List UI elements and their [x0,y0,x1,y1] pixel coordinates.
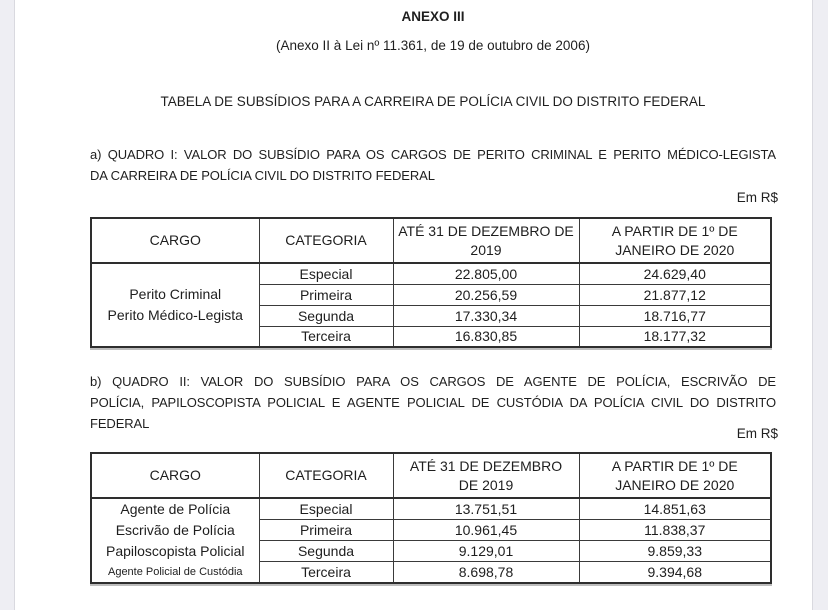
categoria-cell: Primeira [259,519,393,540]
table-header-row [91,453,771,498]
col-header-from-jan-2020: A PARTIR DE 1º DE JANEIRO DE 2020 [579,218,771,263]
table-row [91,498,771,519]
heading-line: FEDERAL [90,416,150,431]
table-title: TABELA DE SUBSÍDIOS PARA A CARREIRA DE POLÍCIA CIVIL DO DISTRITO FEDERAL [160,94,706,109]
categoria-cell: Primeira [259,284,393,305]
heading-line: POLÍCIA, PAPILOSCOPISTA POLICIAL E AGENTE POLICIAL DE CUSTÓDIA DA POLÍCIA CIVIL DO DISTRITO [90,395,776,410]
salary-table-quadro-2-wrap [90,452,772,584]
cargo-line: Papiloscopista Policial [105,543,245,559]
value-cell: 10.961,45 [393,519,579,540]
value-cell: 8.698,78 [393,562,579,583]
value-cell: 18.716,77 [579,305,771,326]
section-a-heading [90,144,776,186]
value-cell: 14.851,63 [579,498,771,519]
cargo-line: Perito Médico-Legista [107,307,243,323]
categoria-cell: Especial [259,498,393,519]
salary-table-quadro-1-wrap [90,217,772,348]
section-b-heading [90,371,776,434]
value-cell: 16.830,85 [393,326,579,347]
col-header-cargo: CARGO [91,453,259,498]
cargo-line: Agente Policial de Custódia [107,566,243,578]
value-cell: 11.838,37 [579,519,771,540]
col-header-until-dec-2019: ATÉ 31 DE DEZEMBRO DE 2019 [393,453,579,498]
cargo-line: Perito Criminal [129,286,222,302]
categoria-cell: Especial [259,263,393,284]
cargo-line: Agente de Polícia [120,501,231,517]
heading-line: a) QUADRO I: VALOR DO SUBSÍDIO PARA OS CARGOS DE PERITO CRIMINAL E PERITO MÉDICO-LEGISTA [90,147,776,162]
cargo-cell [91,263,259,347]
value-cell: 9.129,01 [393,541,579,562]
law-reference-subtitle: (Anexo II à Lei nº 11.361, de 19 de outubro de 2006) [276,38,590,53]
value-cell: 24.629,40 [579,263,771,284]
page-title: ANEXO III [401,9,465,24]
categoria-cell: Segunda [259,305,393,326]
heading-line: b) QUADRO II: VALOR DO SUBSÍDIO PARA OS CARGOS DE AGENTE DE POLÍCIA, ESCRIVÃO DE [90,374,776,389]
col-header-categoria: CATEGORIA [259,453,393,498]
categoria-cell: Terceira [259,326,393,347]
cargo-cell [91,498,259,583]
value-cell: 17.330,34 [393,305,579,326]
col-header-from-jan-2020: A PARTIR DE 1º DE JANEIRO DE 2020 [579,453,771,498]
value-cell: 9.859,33 [579,541,771,562]
categoria-cell: Segunda [259,541,393,562]
col-header-categoria: CATEGORIA [259,218,393,263]
col-header-cargo: CARGO [91,218,259,263]
value-cell: 20.256,59 [393,284,579,305]
currency-note-a: Em R$ [736,190,778,205]
value-cell: 22.805,00 [393,263,579,284]
col-header-until-dec-2019: ATÉ 31 DE DEZEMBRO DE 2019 [393,218,579,263]
value-cell: 13.751,51 [393,498,579,519]
value-cell: 18.177,32 [579,326,771,347]
salary-table-quadro-1 [90,217,772,348]
currency-note-b: Em R$ [736,426,778,441]
salary-table-quadro-2 [90,452,772,584]
heading-line: DA CARREIRA DE POLÍCIA CIVIL DO DISTRITO FEDERAL [90,168,435,183]
value-cell: 9.394,68 [579,562,771,583]
table-header-row [91,218,771,263]
value-cell: 21.877,12 [579,284,771,305]
categoria-cell: Terceira [259,562,393,583]
table-row [91,263,771,284]
cargo-line: Escrivão de Polícia [115,522,235,538]
